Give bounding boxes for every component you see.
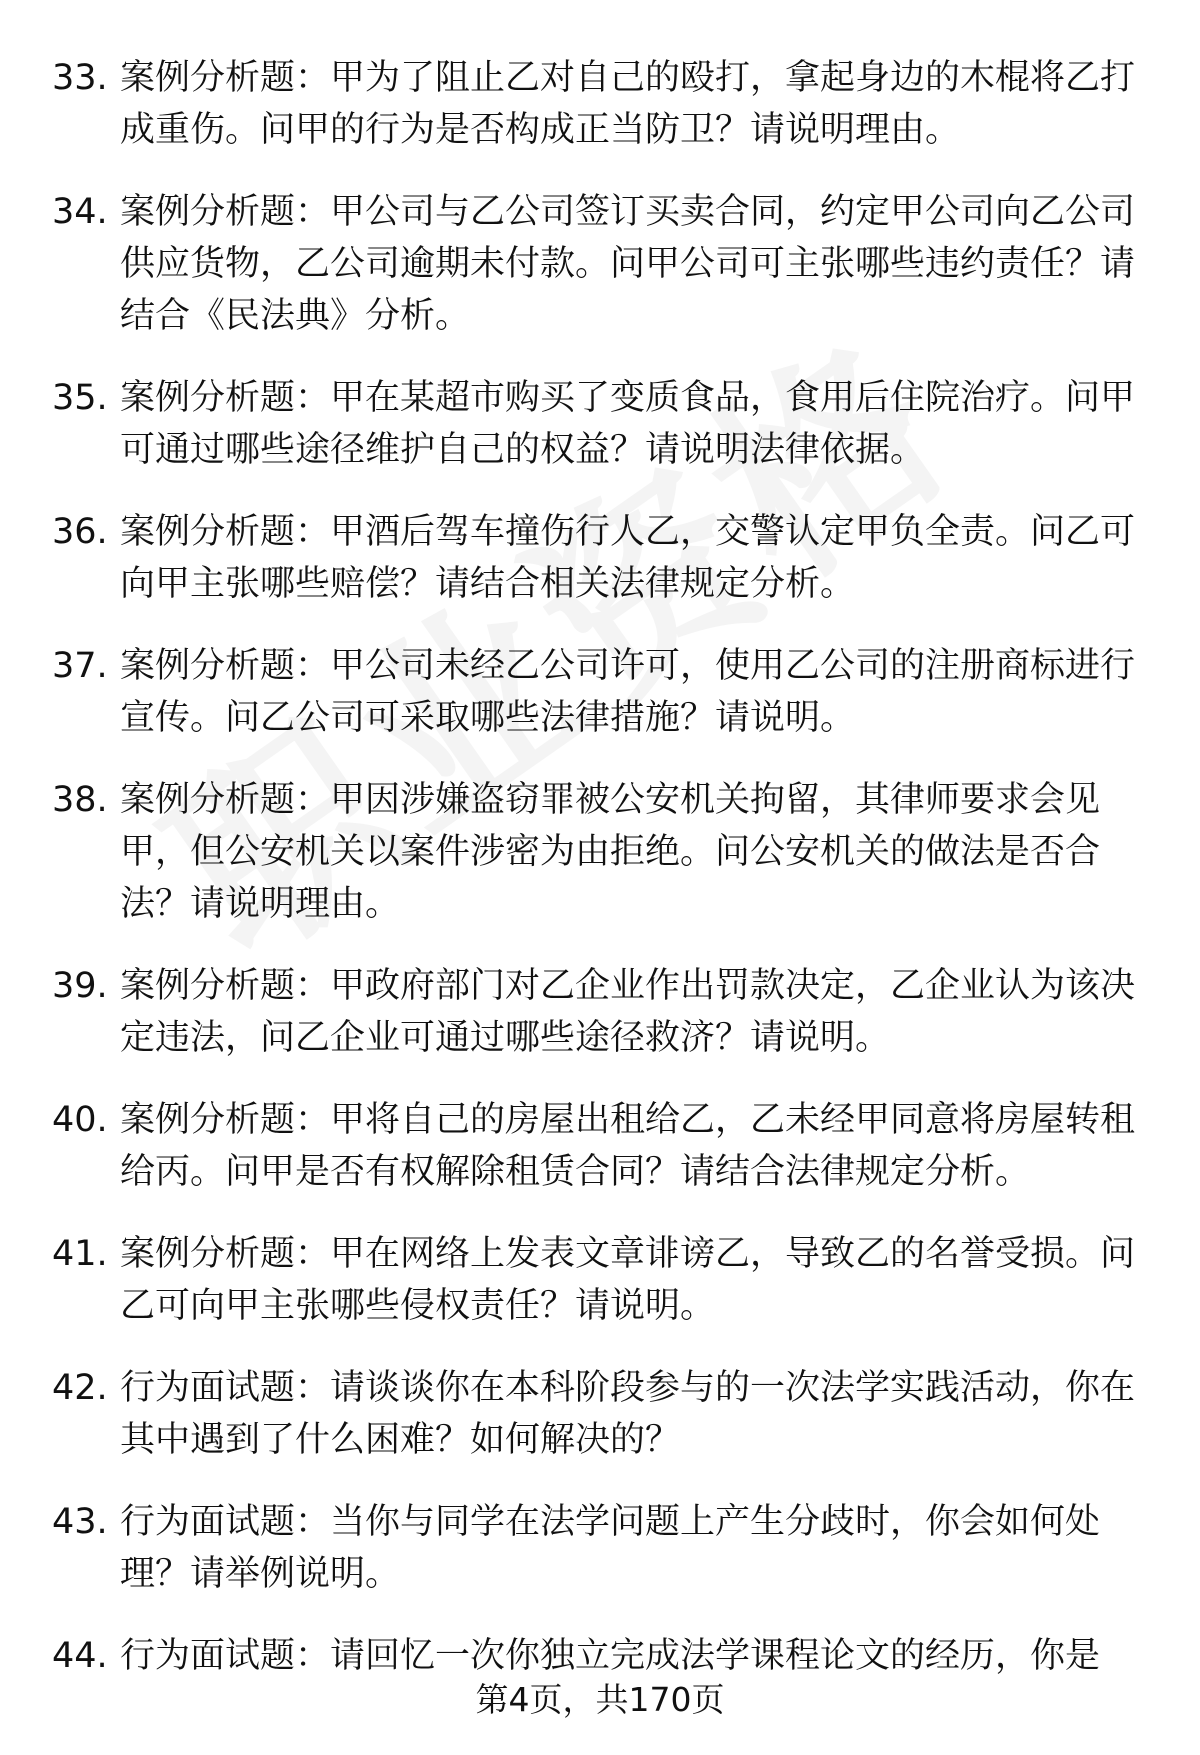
question-number: 42. [52, 1368, 108, 1408]
list-item [52, 1496, 1152, 1600]
question-text: 行为面试题：当你与同学在法学问题上产生分歧时，你会如何处理？请举例说明。 [120, 1502, 1101, 1594]
question-number: 43. [52, 1502, 108, 1542]
page-footer: 第4页，共170页 [475, 1680, 725, 1719]
list-item [52, 1362, 1152, 1466]
question-text: 案例分析题：甲为了阻止乙对自己的殴打，拿起身边的木棍将乙打成重伤。问甲的行为是否构成正当防卫？请说明理由。 [120, 58, 1136, 150]
question-text: 案例分析题：甲酒后驾车撞伤行人乙，交警认定甲负全责。问乙可向甲主张哪些赔偿？请结合相关法律规定分析。 [120, 512, 1136, 604]
question-text: 案例分析题：甲因涉嫌盗窃罪被公安机关拘留，其律师要求会见甲，但公安机关以案件涉密为由拒绝。问公安机关的做法是否合法？请说明理由。 [120, 780, 1101, 924]
question-list [52, 52, 1152, 1712]
question-text: 案例分析题：甲政府部门对乙企业作出罚款决定，乙企业认为该决定违法，问乙企业可通过哪些途径救济？请说明。 [120, 966, 1136, 1058]
question-number: 33. [52, 58, 108, 98]
list-item [52, 774, 1152, 930]
list-item [52, 640, 1152, 744]
question-text: 案例分析题：甲公司未经乙公司许可，使用乙公司的注册商标进行宣传。问乙公司可采取哪些法律措施？请说明。 [120, 646, 1136, 738]
question-number: 44. [52, 1636, 108, 1676]
list-item [52, 1094, 1152, 1198]
question-number: 35. [52, 378, 108, 418]
question-number: 34. [52, 192, 108, 232]
question-text: 行为面试题：请回忆一次你独立完成法学课程论文的经历，你是 [120, 1636, 1101, 1676]
question-number: 37. [52, 646, 108, 686]
list-item [52, 960, 1152, 1064]
list-item [52, 186, 1152, 342]
list-item [52, 1228, 1152, 1332]
question-text: 案例分析题：甲公司与乙公司签订买卖合同，约定甲公司向乙公司供应货物，乙公司逾期未付款。问甲公司可主张哪些违约责任？请结合《民法典》分析。 [120, 192, 1136, 336]
list-item [52, 506, 1152, 610]
question-number: 40. [52, 1100, 108, 1140]
question-number: 38. [52, 780, 108, 820]
question-text: 案例分析题：甲在某超市购买了变质食品，食用后住院治疗。问甲可通过哪些途径维护自己的权益？请说明法律依据。 [120, 378, 1136, 470]
list-item [52, 372, 1152, 476]
question-text: 案例分析题：甲将自己的房屋出租给乙，乙未经甲同意将房屋转租给丙。问甲是否有权解除租赁合同？请结合法律规定分析。 [120, 1100, 1136, 1192]
list-item [52, 52, 1152, 156]
question-number: 39. [52, 966, 108, 1006]
question-number: 36. [52, 512, 108, 552]
question-text: 行为面试题：请谈谈你在本科阶段参与的一次法学实践活动，你在其中遇到了什么困难？如何解决的？ [120, 1368, 1136, 1460]
list-item [52, 1630, 1152, 1682]
question-number: 41. [52, 1234, 108, 1274]
question-text: 案例分析题：甲在网络上发表文章诽谤乙，导致乙的名誉受损。问乙可向甲主张哪些侵权责任？请说明。 [120, 1234, 1136, 1326]
